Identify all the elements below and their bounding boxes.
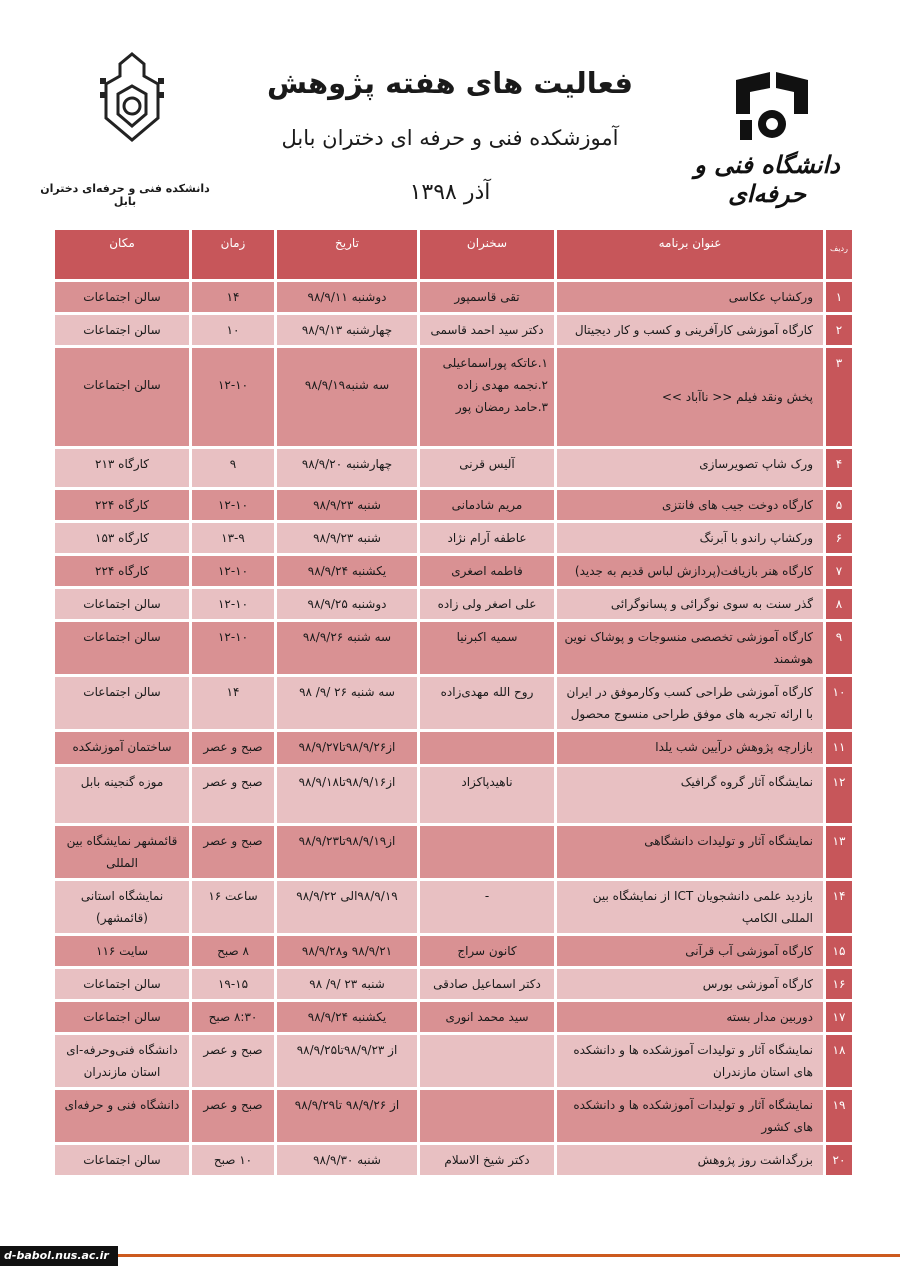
cell-speaker: دکتر سید احمد قاسمی <box>420 315 554 345</box>
college-emblem-logo <box>92 48 172 148</box>
cell-date: یکشنبه ۹۸/۹/۲۴ <box>277 1002 417 1032</box>
cell-speaker: مریم شادمانی <box>420 490 554 520</box>
cell-time: صبح و عصر <box>192 767 274 823</box>
cell-title: نمایشگاه آثار و تولیدات دانشگاهی <box>557 826 823 878</box>
cell-place: ساختمان آموزشکده <box>55 732 189 764</box>
header-speaker: سخنران <box>420 230 554 279</box>
cell-time: صبح و عصر <box>192 1035 274 1087</box>
cell-place: سالن اجتماعات <box>55 969 189 999</box>
cell-place: موزه گنجینه بابل <box>55 767 189 823</box>
cell-title: ورکشاپ عکاسی <box>557 282 823 312</box>
cell-date: یکشنبه ۹۸/۹/۲۴ <box>277 556 417 586</box>
cell-time: ۱۲-۱۰ <box>192 490 274 520</box>
table-row <box>55 556 852 586</box>
cell-place: سالن اجتماعات <box>55 677 189 729</box>
cell-place: سالن اجتماعات <box>55 282 189 312</box>
cell-speaker: - <box>420 881 554 933</box>
table-row <box>55 881 852 933</box>
cell-time: ۱۰ <box>192 315 274 345</box>
cell-index: ۳ <box>826 348 852 446</box>
table-header-row <box>55 230 852 279</box>
cell-title: کارگاه آموزشی بورس <box>557 969 823 999</box>
cell-speaker: سید محمد انوری <box>420 1002 554 1032</box>
cell-title: نمایشگاه آثار و تولیدات آموزشکده ها و دانشکده های استان مازندران <box>557 1035 823 1087</box>
cell-time: صبح و عصر <box>192 1090 274 1142</box>
cell-date: چهارشنبه ۹۸/۹/۲۰ <box>277 449 417 487</box>
cell-title: نمایشگاه آثار گروه گرافیک <box>557 767 823 823</box>
cell-index: ۵ <box>826 490 852 520</box>
table-row <box>55 677 852 729</box>
cell-speaker: عاطفه آرام نژاد <box>420 523 554 553</box>
table-row <box>55 1002 852 1032</box>
cell-index: ۱۸ <box>826 1035 852 1087</box>
table-row <box>55 589 852 619</box>
cell-time: ۱۲-۱۰ <box>192 556 274 586</box>
cell-time: ساعت ۱۶ <box>192 881 274 933</box>
cell-title: پخش ونقد فیلم << ناآباد >> <box>557 348 823 446</box>
cell-date: دوشنبه ۹۸/۹/۲۵ <box>277 589 417 619</box>
table-row <box>55 826 852 878</box>
table-row <box>55 1090 852 1142</box>
cell-index: ۱۲ <box>826 767 852 823</box>
table-row <box>55 449 852 487</box>
cell-title: گذر سنت به سوی نوگرائی و پسانوگرائی <box>557 589 823 619</box>
table-row <box>55 523 852 553</box>
website-link[interactable]: d-babol.nus.ac.ir <box>0 1246 118 1266</box>
cell-index: ۱۳ <box>826 826 852 878</box>
cell-title: کارگاه دوخت جیب های فانتزی <box>557 490 823 520</box>
cell-title: کارگاه آموزشی تخصصی منسوجات و پوشاک نوین هوشمند <box>557 622 823 674</box>
university-name-text: دانشگاه فنی و حرفه‌ای <box>694 150 840 208</box>
table-row <box>55 490 852 520</box>
cell-title: کارگاه آموزشی آب قرآنی <box>557 936 823 966</box>
cell-title: ورکشاپ راندو با آبرنگ <box>557 523 823 553</box>
table-row <box>55 969 852 999</box>
page-title: فعالیت های هفته پژوهش <box>267 66 633 100</box>
cell-time: ۱۹-۱۵ <box>192 969 274 999</box>
cell-place: سالن اجتماعات <box>55 1002 189 1032</box>
cell-index: ۱۴ <box>826 881 852 933</box>
cell-date: شنبه ۹۸/۹/۳۰ <box>277 1145 417 1175</box>
cell-title: نمایشگاه آثار و تولیدات آموزشکده ها و دانشکده های کشور <box>557 1090 823 1142</box>
cell-index: ۱۹ <box>826 1090 852 1142</box>
cell-place: کارگاه ۱۵۳ <box>55 523 189 553</box>
cell-speaker: تقی قاسمپور <box>420 282 554 312</box>
table-row <box>55 936 852 966</box>
table-row <box>55 282 852 312</box>
cell-speaker: سمیه اکبرنیا <box>420 622 554 674</box>
cell-time: ۸ صبح <box>192 936 274 966</box>
cell-index: ۱۷ <box>826 1002 852 1032</box>
cell-speaker: کانون سراج <box>420 936 554 966</box>
cell-place: سایت ۱۱۶ <box>55 936 189 966</box>
cell-index: ۱۶ <box>826 969 852 999</box>
cell-place: نمایشگاه استانی (قائمشهر) <box>55 881 189 933</box>
cell-date: شنبه ۹۸/۹/۲۳ <box>277 490 417 520</box>
cell-title: بازدید علمی دانشجویان ICT از نمایشگاه بین المللی الکامپ <box>557 881 823 933</box>
cell-date: شنبه ۹۸/۹/۲۳ <box>277 523 417 553</box>
cell-time: ۱۴ <box>192 677 274 729</box>
cell-date: چهارشنبه ۹۸/۹/۱۳ <box>277 315 417 345</box>
cell-date: از ۹۸/۹/۲۶ تا۹۸/۹/۲۹ <box>277 1090 417 1142</box>
cell-time: ۱۲-۱۰ <box>192 589 274 619</box>
header-time: زمان <box>192 230 274 279</box>
cell-index: ۹ <box>826 622 852 674</box>
cell-date: از۹۸/۹/۲۶تا۹۸/۹/۲۷ <box>277 732 417 764</box>
cell-date: ۹۸/۹/۲۱ و۹۸/۹/۲۸ <box>277 936 417 966</box>
cell-index: ۶ <box>826 523 852 553</box>
cell-title: ورک شاپ تصویرسازی <box>557 449 823 487</box>
cell-index: ۲۰ <box>826 1145 852 1175</box>
cell-date: سه شنبه۹۸/۹/۱۹ <box>277 348 417 446</box>
cell-time: ۱۰ صبح <box>192 1145 274 1175</box>
cell-speaker: دکتر شیخ الاسلام <box>420 1145 554 1175</box>
cell-title: دوربین مدار بسته <box>557 1002 823 1032</box>
cell-time: صبح و عصر <box>192 732 274 764</box>
cell-index: ۸ <box>826 589 852 619</box>
cell-index: ۷ <box>826 556 852 586</box>
cell-time: ۹ <box>192 449 274 487</box>
header-date: تاریخ <box>277 230 417 279</box>
cell-place: کارگاه ۲۲۴ <box>55 556 189 586</box>
cell-index: ۴ <box>826 449 852 487</box>
page-subtitle: آموزشکده فنی و حرفه ای دختران بابل <box>281 126 619 150</box>
cell-time: ۱۴ <box>192 282 274 312</box>
cell-place: سالن اجتماعات <box>55 348 189 446</box>
cell-title: کارگاه آموزشی طراحی کسب وکارموفق در ایران با ارائه تجربه های موفق طراحی منسوج محصول <box>557 677 823 729</box>
cell-place: سالن اجتماعات <box>55 315 189 345</box>
cell-date: سه شنبه ۲۶ /۹/ ۹۸ <box>277 677 417 729</box>
cell-date: شنبه ۲۳ /۹/ ۹۸ <box>277 969 417 999</box>
cell-index: ۱۰ <box>826 677 852 729</box>
header-place: مکان <box>55 230 189 279</box>
cell-speaker: دکتر اسماعیل صادقی <box>420 969 554 999</box>
cell-time: ۱۲-۱۰ <box>192 622 274 674</box>
cell-speaker <box>420 1090 554 1142</box>
cell-time: ۸:۳۰ صبح <box>192 1002 274 1032</box>
cell-time: ۱۳-۹ <box>192 523 274 553</box>
cell-date: ۹۸/۹/۱۹الی ۹۸/۹/۲۲ <box>277 881 417 933</box>
cell-index: ۱ <box>826 282 852 312</box>
cell-speaker: ناهیدپاکزاد <box>420 767 554 823</box>
table-row <box>55 622 852 674</box>
header-title: عنوان برنامه <box>557 230 823 279</box>
page-date: آذر ۱۳۹۸ <box>409 180 491 205</box>
table-row <box>55 348 852 446</box>
cell-speaker <box>420 1035 554 1087</box>
college-name-caption: دانشکده فنی و حرفه‌ای دختران بابل <box>40 182 210 208</box>
cell-place: دانشگاه فنی و حرفه‌ای <box>55 1090 189 1142</box>
cell-index: ۱۵ <box>826 936 852 966</box>
cell-place: کارگاه ۲۱۳ <box>55 449 189 487</box>
table-row <box>55 767 852 823</box>
cell-speaker: فاطمه اصغری <box>420 556 554 586</box>
header-index: ردیف <box>826 230 852 279</box>
footer-divider <box>118 1254 900 1257</box>
cell-speaker: ۱.عاتکه پوراسماعیلی ۲.نجمه مهدی زاده ۳.حامد رمضان پور <box>420 348 554 446</box>
cell-place: کارگاه ۲۲۴ <box>55 490 189 520</box>
cell-place: سالن اجتماعات <box>55 589 189 619</box>
cell-date: سه شنبه ۹۸/۹/۲۶ <box>277 622 417 674</box>
cell-time: صبح و عصر <box>192 826 274 878</box>
table-row <box>55 315 852 345</box>
cell-speaker: علی اصغر ولی زاده <box>420 589 554 619</box>
cell-date: از۹۸/۹/۱۹تا۹۸/۹/۲۳ <box>277 826 417 878</box>
cell-title: بزرگداشت روز پژوهش <box>557 1145 823 1175</box>
table-row <box>55 1145 852 1175</box>
cell-index: ۲ <box>826 315 852 345</box>
cell-title: کارگاه هنر بازیافت(پردازش لباس قدیم به جدید) <box>557 556 823 586</box>
table-row <box>55 1035 852 1087</box>
cell-title: کارگاه آموزشی کارآفرینی و کسب و کار دیجیتال <box>557 315 823 345</box>
cell-speaker <box>420 732 554 764</box>
cell-date: از۹۸/۹/۱۶تا۹۸/۹/۱۸ <box>277 767 417 823</box>
cell-date: از ۹۸/۹/۲۳تا۹۸/۹/۲۵ <box>277 1035 417 1087</box>
cell-index: ۱۱ <box>826 732 852 764</box>
cell-speaker: روح الله مهدی‌زاده <box>420 677 554 729</box>
cell-title: بازارچه پژوهش درآیین شب یلدا <box>557 732 823 764</box>
cell-place: سالن اجتماعات <box>55 1145 189 1175</box>
cell-date: دوشنبه ۹۸/۹/۱۱ <box>277 282 417 312</box>
cell-place: قائمشهر نمایشگاه بین المللی <box>55 826 189 878</box>
cell-time: ۱۲-۱۰ <box>192 348 274 446</box>
cell-place: دانشگاه فنی‌وحرفه-ای استان مازندران <box>55 1035 189 1087</box>
cell-place: سالن اجتماعات <box>55 622 189 674</box>
cell-speaker <box>420 826 554 878</box>
table-row <box>55 732 852 764</box>
cell-speaker: آلیس قرنی <box>420 449 554 487</box>
schedule-table <box>52 227 855 1178</box>
